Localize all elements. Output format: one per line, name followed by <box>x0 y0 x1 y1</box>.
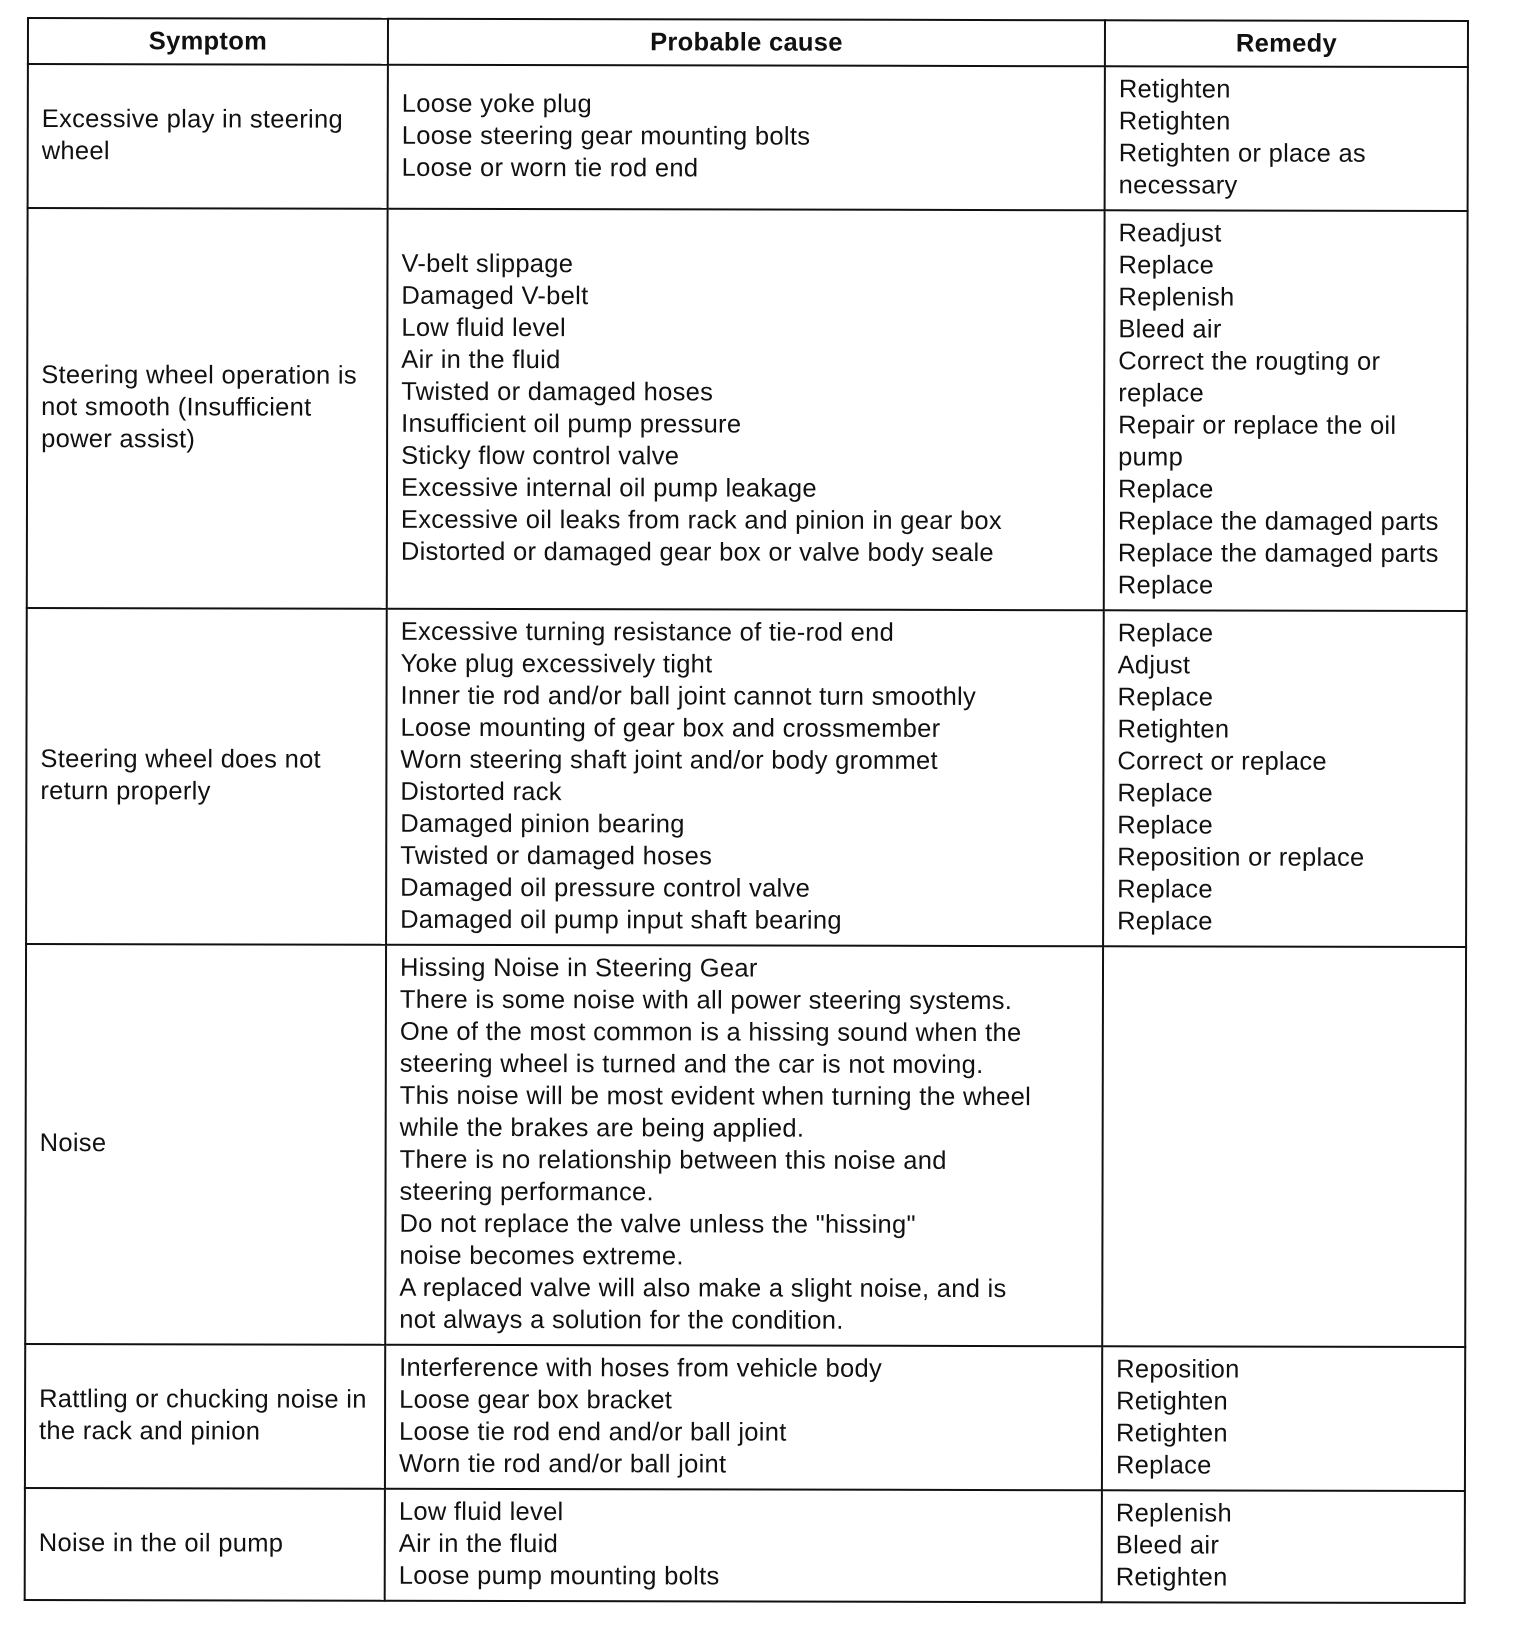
remedy-line: Retighten <box>1118 75 1231 104</box>
header-probable-cause: Probable cause <box>388 19 1105 67</box>
cause-line: Damaged oil pump input shaft bearing <box>400 905 842 935</box>
table-row <box>27 208 1468 611</box>
remedy-line: Replace the damaged parts <box>1117 507 1439 536</box>
cause-line: One of the most common is a hissing sound when the <box>399 1017 1022 1048</box>
remedy-line: Replace <box>1115 1451 1212 1480</box>
cause-line: Air in the fluid <box>401 345 561 375</box>
table-row <box>25 1344 1465 1491</box>
remedy-list <box>1116 1353 1452 1482</box>
remedy-line: Retighten <box>1115 1563 1228 1592</box>
symptom-cell <box>25 944 386 1345</box>
cause-line: Worn tie rod and/or ball joint <box>398 1449 727 1479</box>
cause-list <box>399 1352 1089 1481</box>
cause-line: A replaced valve will also make a slight noise, and is <box>399 1273 1007 1304</box>
probable-cause-cell <box>386 609 1104 947</box>
probable-cause-cell <box>385 1489 1102 1603</box>
cause-line: Excessive oil leaks from rack and pinion in gear box <box>400 505 1002 536</box>
cause-line: Hissing Noise in Steering Gear <box>399 953 758 983</box>
cause-list <box>399 952 1090 1337</box>
cause-line: steering wheel is turned and the car is not moving. <box>399 1049 984 1080</box>
cause-line: Excessive internal oil pump leakage <box>400 473 817 503</box>
remedy-line: Replace <box>1117 811 1214 840</box>
cause-list <box>402 88 1092 185</box>
remedy-line: Replace the damaged parts <box>1117 539 1439 568</box>
cause-line: Excessive turning resistance of tie-rod end <box>400 617 895 647</box>
remedy-list <box>1118 217 1455 602</box>
remedy-line: Retighten or place as necessary <box>1118 139 1367 200</box>
cause-line: Loose yoke plug <box>401 89 593 119</box>
cause-line: Damaged pinion bearing <box>400 809 685 839</box>
symptom-text: Noise <box>39 1129 107 1158</box>
remedy-line: Replace <box>1117 779 1214 808</box>
cause-list <box>401 248 1092 569</box>
cause-line: steering performance. <box>399 1177 654 1207</box>
symptom-cell <box>26 608 387 945</box>
cause-line: Air in the fluid <box>398 1529 559 1559</box>
cause-list <box>399 1496 1089 1593</box>
cause-line: Interference with hoses from vehicle body <box>399 1353 883 1383</box>
cause-line: Loose mounting of gear box and crossmember <box>400 713 941 743</box>
remedy-line: Correct the rougting or replace <box>1118 347 1381 408</box>
remedy-line: Readjust <box>1118 219 1222 248</box>
symptom-cell <box>25 1488 385 1601</box>
remedy-line: Repair or replace the oil pump <box>1118 411 1397 472</box>
cause-line: There is no relationship between this noise and <box>399 1145 947 1175</box>
remedy-line: Replenish <box>1115 1499 1233 1528</box>
cause-line: Low fluid level <box>398 1497 564 1527</box>
cause-line: Loose pump mounting bolts <box>398 1561 720 1591</box>
cause-line: Loose gear box bracket <box>399 1385 673 1415</box>
cause-line: Low fluid level <box>401 313 567 343</box>
remedy-line: Replenish <box>1118 283 1235 312</box>
probable-cause-cell <box>387 209 1105 611</box>
symptom-cell <box>27 208 388 609</box>
cause-line: while the brakes are being applied. <box>399 1113 805 1143</box>
symptom-text: Steering wheel does not return properly <box>40 745 321 806</box>
remedy-line: Replace <box>1117 683 1214 712</box>
symptom-text: Excessive play in steering wheel <box>41 105 344 166</box>
header-symptom: Symptom <box>28 18 388 65</box>
cause-line: noise becomes extreme. <box>399 1241 684 1271</box>
remedy-line: Replace <box>1118 251 1215 280</box>
troubleshooting-table <box>24 17 1469 1604</box>
remedy-line: Bleed air <box>1118 315 1222 344</box>
symptom-text: Noise in the oil pump <box>38 1529 284 1558</box>
cause-line: Damaged V-belt <box>401 281 589 311</box>
cause-line: Insufficient oil pump pressure <box>401 409 742 439</box>
remedy-line: Adjust <box>1117 651 1191 680</box>
cause-line: This noise will be most evident when turning the wheel <box>399 1081 1032 1112</box>
cause-line: Loose or worn tie rod end <box>401 153 699 183</box>
symptom-cell <box>25 1344 385 1489</box>
cause-line: Twisted or damaged hoses <box>400 841 713 871</box>
cause-line: Worn steering shaft joint and/or body grommet <box>400 745 938 775</box>
remedy-line: Reposition <box>1116 1355 1240 1384</box>
remedy-line: Bleed air <box>1115 1531 1220 1560</box>
remedy-line: Retighten <box>1118 107 1231 136</box>
remedy-cell <box>1103 610 1467 947</box>
probable-cause-cell <box>388 65 1105 211</box>
remedy-list <box>1119 73 1455 202</box>
header-remedy: Remedy <box>1105 20 1468 67</box>
table-row <box>25 1488 1465 1603</box>
remedy-list <box>1116 1497 1452 1594</box>
symptom-cell <box>28 64 388 209</box>
cause-line: Yoke plug excessively tight <box>400 649 713 679</box>
cause-line: Sticky flow control valve <box>401 441 680 471</box>
remedy-line: Reposition or replace <box>1117 843 1365 872</box>
remedy-line: Retighten <box>1116 1419 1228 1448</box>
remedy-list <box>1117 1145 1453 1146</box>
remedy-line: Retighten <box>1117 715 1230 744</box>
cause-line: Do not replace the valve unless the "hissing" <box>399 1209 916 1239</box>
cause-line: not always a solution for the condition. <box>399 1305 844 1335</box>
remedy-cell <box>1104 210 1468 611</box>
remedy-line: Replace <box>1117 875 1213 904</box>
cause-line: Distorted or damaged gear box or valve body seale <box>400 537 994 568</box>
cause-line: Twisted or damaged hoses <box>401 377 714 407</box>
cause-line: Distorted rack <box>400 777 562 807</box>
remedy-cell <box>1102 946 1466 1347</box>
table-row <box>25 944 1466 1347</box>
probable-cause-cell <box>385 1345 1102 1491</box>
table-body <box>25 64 1468 1603</box>
remedy-list <box>1117 617 1454 938</box>
symptom-text: Steering wheel operation is not smooth (Insufficient power assist) <box>41 361 357 454</box>
remedy-line: Replace <box>1117 619 1214 648</box>
header-row <box>28 18 1468 67</box>
remedy-cell <box>1102 1346 1465 1491</box>
table-row <box>28 64 1468 211</box>
cause-line: Loose tie rod end and/or ball joint <box>399 1417 787 1447</box>
probable-cause-cell <box>385 945 1103 1347</box>
cause-line: Damaged oil pressure control valve <box>400 873 811 903</box>
remedy-line: Replace <box>1117 571 1214 600</box>
cause-line: Inner tie rod and/or ball joint cannot turn smoothly <box>400 681 977 711</box>
remedy-line: Replace <box>1117 907 1213 936</box>
remedy-cell <box>1105 66 1468 211</box>
remedy-line: Correct or replace <box>1117 747 1327 776</box>
cause-line: There is some noise with all power steering systems. <box>399 985 1013 1016</box>
remedy-line: Replace <box>1117 475 1214 504</box>
remedy-cell <box>1102 1490 1465 1603</box>
symptom-text: Rattling or chucking noise in the rack and pinion <box>39 1385 367 1446</box>
table-row <box>26 608 1467 947</box>
cause-line: V-belt slippage <box>401 249 574 279</box>
remedy-line: Retighten <box>1116 1387 1228 1416</box>
cause-list <box>400 616 1091 937</box>
cause-line: Loose steering gear mounting bolts <box>401 121 811 151</box>
